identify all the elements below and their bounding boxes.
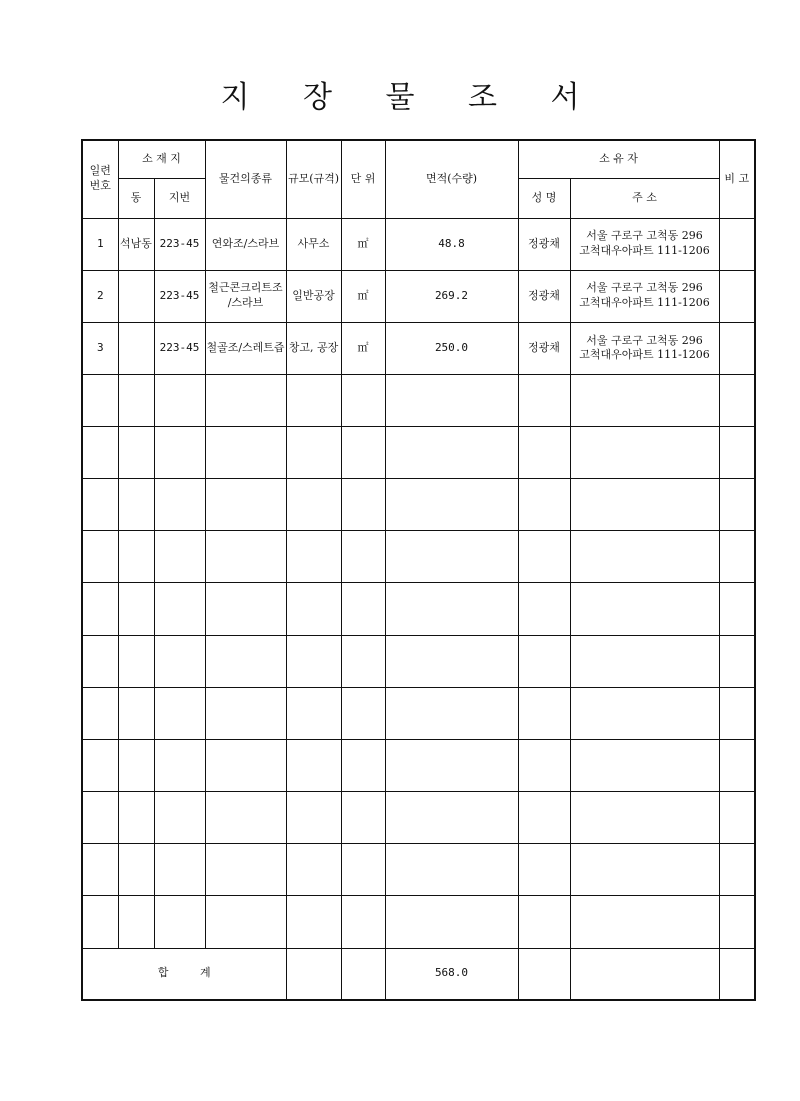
empty-cell	[154, 427, 205, 479]
area-cell: 269.2	[385, 270, 518, 322]
lot-cell: 223-45	[154, 322, 205, 374]
empty-cell	[118, 583, 154, 635]
empty-table-row	[82, 792, 755, 844]
empty-cell	[286, 531, 341, 583]
ledger-body	[82, 218, 755, 948]
empty-cell	[570, 739, 719, 791]
remarks-cell	[719, 218, 755, 270]
empty-cell	[570, 687, 719, 739]
empty-cell	[719, 531, 755, 583]
empty-cell	[118, 896, 154, 948]
dong-cell	[118, 270, 154, 322]
empty-cell	[518, 687, 570, 739]
header-remarks: 비 고	[719, 140, 755, 218]
empty-cell	[570, 427, 719, 479]
empty-cell	[154, 844, 205, 896]
empty-cell	[286, 583, 341, 635]
empty-cell	[341, 583, 385, 635]
empty-cell	[286, 427, 341, 479]
empty-cell	[518, 896, 570, 948]
dong-cell	[118, 322, 154, 374]
empty-cell	[154, 687, 205, 739]
header-unit: 단 위	[341, 140, 385, 218]
compensation-ledger-table	[81, 139, 756, 1001]
owner-address-cell: 서울 구로구 고척동 296 고척대우아파트 111-1206	[570, 270, 719, 322]
empty-cell	[518, 374, 570, 426]
lot-cell: 223-45	[154, 270, 205, 322]
empty-cell	[205, 374, 286, 426]
empty-cell	[286, 687, 341, 739]
empty-cell	[518, 635, 570, 687]
empty-table-row	[82, 479, 755, 531]
unit-cell: ㎡	[341, 270, 385, 322]
spec-cell: 일반공장	[286, 270, 341, 322]
empty-cell	[154, 479, 205, 531]
empty-cell	[518, 844, 570, 896]
empty-cell	[154, 531, 205, 583]
empty-cell	[154, 635, 205, 687]
empty-cell	[205, 531, 286, 583]
empty-cell	[341, 739, 385, 791]
owner-name-cell: 정광채	[518, 218, 570, 270]
empty-cell	[118, 479, 154, 531]
empty-cell	[719, 792, 755, 844]
empty-cell	[82, 479, 118, 531]
empty-table-row	[82, 844, 755, 896]
area-cell: 48.8	[385, 218, 518, 270]
table-row	[82, 270, 755, 322]
empty-table-row	[82, 427, 755, 479]
empty-cell	[118, 687, 154, 739]
header-lot-number: 지번	[154, 178, 205, 218]
total-area: 568.0	[385, 948, 518, 1000]
empty-table-row	[82, 687, 755, 739]
header-dong: 동	[118, 178, 154, 218]
row-number: 2	[82, 270, 118, 322]
empty-cell	[205, 739, 286, 791]
empty-cell	[385, 583, 518, 635]
empty-cell	[286, 479, 341, 531]
remarks-cell	[719, 322, 755, 374]
empty-cell	[570, 792, 719, 844]
empty-cell	[154, 739, 205, 791]
empty-cell	[118, 635, 154, 687]
empty-cell	[719, 635, 755, 687]
empty-cell	[205, 687, 286, 739]
item-cell: 연와조/스라브	[205, 218, 286, 270]
empty-table-row	[82, 896, 755, 948]
empty-cell	[118, 739, 154, 791]
empty-cell	[719, 374, 755, 426]
header-area: 면적(수량)	[385, 140, 518, 218]
empty-cell	[286, 739, 341, 791]
total-owner-address-cell	[570, 948, 719, 1000]
remarks-cell	[719, 270, 755, 322]
empty-cell	[286, 792, 341, 844]
empty-cell	[719, 896, 755, 948]
empty-cell	[118, 844, 154, 896]
spec-cell: 사무소	[286, 218, 341, 270]
empty-cell	[719, 687, 755, 739]
empty-cell	[570, 583, 719, 635]
empty-cell	[518, 427, 570, 479]
item-cell: 철골조/스레트즙	[205, 322, 286, 374]
empty-cell	[518, 479, 570, 531]
owner-address-cell: 서울 구로구 고척동 296 고척대우아파트 111-1206	[570, 322, 719, 374]
unit-cell: ㎡	[341, 322, 385, 374]
empty-cell	[205, 896, 286, 948]
empty-cell	[205, 479, 286, 531]
empty-cell	[82, 687, 118, 739]
item-cell: 철근콘크리트조 /스라브	[205, 270, 286, 322]
lot-cell: 223-45	[154, 218, 205, 270]
empty-cell	[205, 427, 286, 479]
empty-cell	[205, 844, 286, 896]
empty-cell	[82, 896, 118, 948]
table-row	[82, 322, 755, 374]
empty-cell	[118, 374, 154, 426]
empty-cell	[154, 583, 205, 635]
empty-cell	[154, 374, 205, 426]
unit-cell: ㎡	[341, 218, 385, 270]
empty-cell	[82, 427, 118, 479]
empty-cell	[205, 792, 286, 844]
row-number: 1	[82, 218, 118, 270]
empty-cell	[570, 374, 719, 426]
total-spec-cell	[286, 948, 341, 1000]
total-remarks-cell	[719, 948, 755, 1000]
total-label: 합 계	[82, 948, 286, 1000]
spec-cell: 창고, 공장	[286, 322, 341, 374]
empty-cell	[385, 479, 518, 531]
header-row-1	[82, 140, 755, 178]
header-owner-name: 성 명	[518, 178, 570, 218]
empty-cell	[719, 479, 755, 531]
total-owner-name-cell	[518, 948, 570, 1000]
table-row	[82, 218, 755, 270]
header-item-type: 물건의종류	[205, 140, 286, 218]
empty-cell	[385, 844, 518, 896]
empty-cell	[719, 583, 755, 635]
empty-cell	[385, 374, 518, 426]
empty-cell	[570, 479, 719, 531]
empty-cell	[341, 896, 385, 948]
empty-cell	[570, 531, 719, 583]
empty-cell	[118, 792, 154, 844]
empty-cell	[385, 687, 518, 739]
empty-cell	[385, 792, 518, 844]
empty-cell	[82, 374, 118, 426]
area-cell: 250.0	[385, 322, 518, 374]
header-spec: 규모(규격)	[286, 140, 341, 218]
empty-cell	[82, 531, 118, 583]
empty-cell	[570, 896, 719, 948]
empty-cell	[82, 583, 118, 635]
empty-cell	[341, 687, 385, 739]
dong-cell: 석남동	[118, 218, 154, 270]
empty-cell	[286, 844, 341, 896]
empty-cell	[82, 739, 118, 791]
document-title: 지 장 물 조 서	[220, 80, 602, 115]
empty-table-row	[82, 635, 755, 687]
owner-name-cell: 정광채	[518, 270, 570, 322]
empty-cell	[385, 427, 518, 479]
empty-cell	[719, 427, 755, 479]
empty-cell	[341, 531, 385, 583]
empty-cell	[385, 531, 518, 583]
empty-cell	[286, 635, 341, 687]
empty-cell	[341, 427, 385, 479]
empty-cell	[154, 896, 205, 948]
total-row	[82, 948, 755, 1000]
empty-cell	[518, 531, 570, 583]
empty-cell	[341, 792, 385, 844]
empty-cell	[341, 635, 385, 687]
empty-cell	[118, 427, 154, 479]
owner-name-cell: 정광채	[518, 322, 570, 374]
owner-address-cell: 서울 구로구 고척동 296 고척대우아파트 111-1206	[570, 218, 719, 270]
empty-cell	[341, 844, 385, 896]
empty-cell	[82, 844, 118, 896]
empty-cell	[570, 635, 719, 687]
empty-cell	[154, 792, 205, 844]
empty-cell	[205, 635, 286, 687]
empty-cell	[82, 635, 118, 687]
empty-table-row	[82, 739, 755, 791]
header-row-number: 일련 번호	[82, 140, 118, 218]
total-unit-cell	[341, 948, 385, 1000]
empty-cell	[385, 635, 518, 687]
empty-cell	[286, 896, 341, 948]
empty-cell	[118, 531, 154, 583]
empty-table-row	[82, 583, 755, 635]
header-owner: 소 유 자	[518, 140, 719, 178]
header-owner-address: 주 소	[570, 178, 719, 218]
empty-cell	[719, 844, 755, 896]
empty-cell	[82, 792, 118, 844]
empty-cell	[570, 844, 719, 896]
empty-cell	[385, 739, 518, 791]
empty-cell	[341, 479, 385, 531]
empty-cell	[205, 583, 286, 635]
empty-cell	[286, 374, 341, 426]
empty-table-row	[82, 531, 755, 583]
empty-cell	[341, 374, 385, 426]
empty-cell	[518, 739, 570, 791]
empty-table-row	[82, 374, 755, 426]
empty-cell	[719, 739, 755, 791]
empty-cell	[518, 583, 570, 635]
header-location: 소 재 지	[118, 140, 205, 178]
empty-cell	[385, 896, 518, 948]
empty-cell	[518, 792, 570, 844]
row-number: 3	[82, 322, 118, 374]
